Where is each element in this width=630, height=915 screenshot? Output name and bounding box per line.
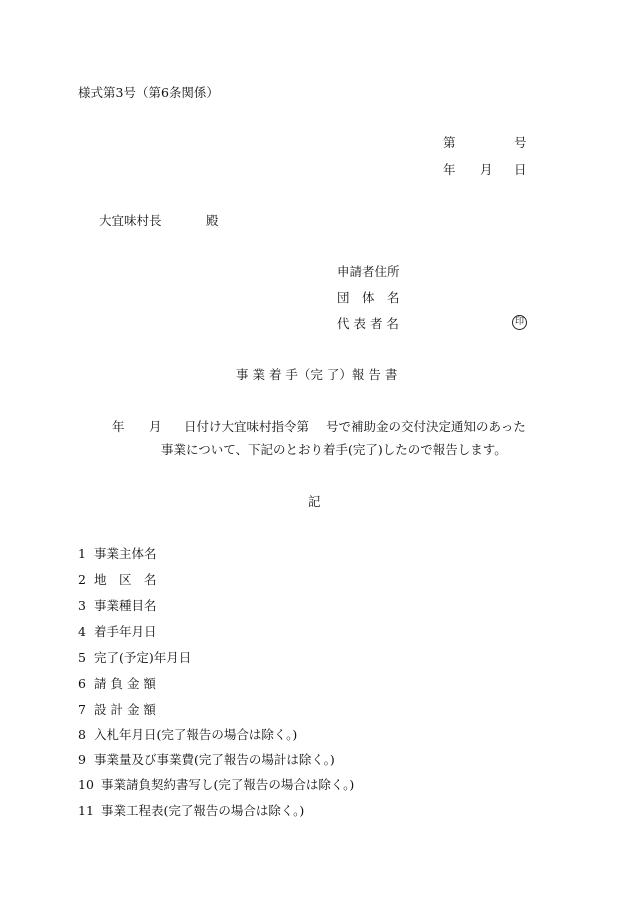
item-number: 4 bbox=[78, 624, 86, 639]
body-line2: 事業について、下記のとおり着手(完了)したので報告します。 bbox=[161, 442, 507, 457]
date-year: 年 bbox=[443, 162, 456, 177]
item-label: 入札年月日(完了報告の場合は除く。) bbox=[94, 727, 298, 742]
item-label: 完了(予定)年月日 bbox=[94, 650, 192, 665]
item-number: 5 bbox=[78, 650, 86, 665]
ki-heading: 記 bbox=[308, 494, 321, 509]
item-label: 事業主体名 bbox=[94, 546, 157, 561]
item-number: 10 bbox=[78, 777, 94, 792]
item-number: 8 bbox=[78, 727, 86, 742]
doc-number-suffix: 号 bbox=[514, 135, 527, 150]
item-label: 着手年月日 bbox=[94, 624, 157, 639]
document-title: 事 業 着 手（完 了）報 告 書 bbox=[236, 367, 398, 382]
body-month: 月 bbox=[149, 419, 162, 434]
form-number: 様式第3号（第6条関係） bbox=[78, 85, 219, 100]
item-label: 事業量及び事業費(完了報告の場計は除く。) bbox=[94, 752, 335, 767]
addressee-name: 大宜味村長 bbox=[99, 213, 162, 228]
date-day: 日 bbox=[514, 162, 527, 177]
applicant-address-label: 申請者住所 bbox=[337, 264, 400, 279]
item-number: 1 bbox=[78, 546, 86, 561]
body-line1-rest: 号で補助金の交付決定通知のあった bbox=[326, 419, 526, 434]
item-number: 9 bbox=[78, 752, 86, 767]
item-label: 地 区 名 bbox=[94, 572, 157, 587]
item-number: 6 bbox=[78, 676, 86, 691]
item-number: 11 bbox=[78, 803, 94, 818]
item-label: 設 計 金 額 bbox=[94, 702, 156, 717]
addressee-honorific: 殿 bbox=[206, 213, 219, 228]
item-number: 3 bbox=[78, 598, 86, 613]
body-year: 年 bbox=[112, 419, 125, 434]
item-number: 7 bbox=[78, 702, 86, 717]
seal-icon: 印 bbox=[512, 315, 527, 330]
applicant-rep-label: 代 表 者 名 bbox=[337, 316, 399, 331]
date-month: 月 bbox=[480, 162, 493, 177]
item-label: 請 負 金 額 bbox=[94, 676, 156, 691]
doc-number-prefix: 第 bbox=[443, 135, 456, 150]
applicant-org-label: 団 体 名 bbox=[337, 290, 400, 305]
body-line1-text: 日付け大宜味村指令第 bbox=[184, 419, 310, 434]
item-number: 2 bbox=[78, 572, 86, 587]
item-label: 事業請負契約書写し(完了報告の場合は除く。) bbox=[101, 777, 355, 792]
item-label: 事業工程表(完了報告の場合は除く。) bbox=[101, 803, 305, 818]
item-label: 事業種目名 bbox=[94, 598, 157, 613]
